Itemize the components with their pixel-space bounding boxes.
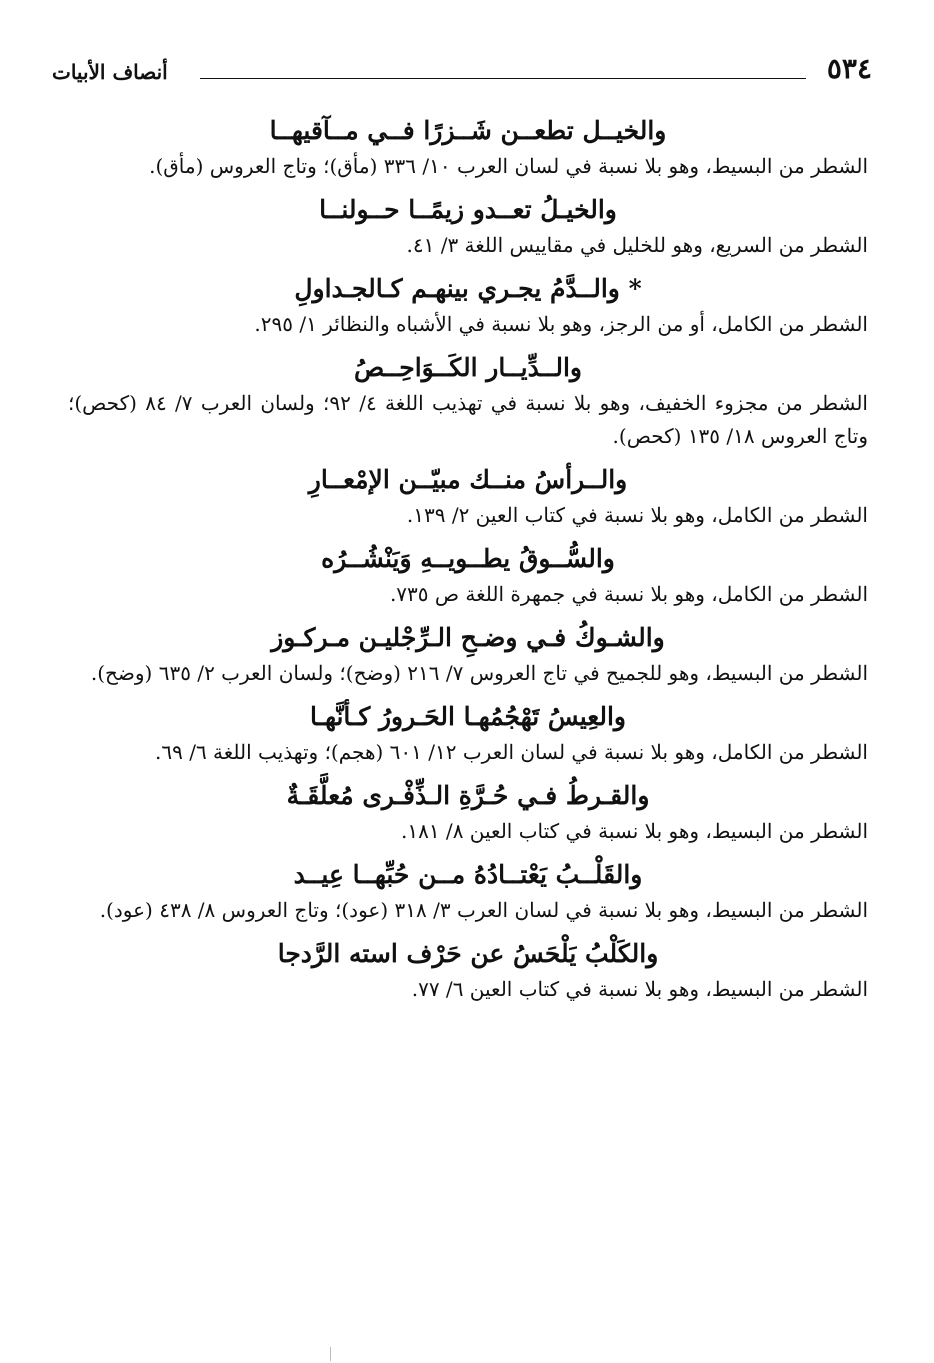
running-title: أنصاف الأبيات [52, 60, 168, 84]
verse-line: والخيـلُ تعــدو زيمًــا حــولنــا [319, 195, 617, 224]
verse-line: والعِيسُ تَهْجُمُهـا الحَـرورُ كـأنَّهـا [310, 702, 626, 731]
entry [68, 544, 868, 611]
source-note: الشطر من الكامل، أو من الرجز، وهو بلا نسبة في الأشباه والنظائر ١/ ٢٩٥. [254, 312, 868, 336]
verse-line: والخيــل تطعــن شَــزرًا فــي مــآقيهــا [269, 116, 667, 145]
entry [68, 116, 868, 183]
entry [68, 781, 868, 848]
entry [68, 195, 868, 262]
source-note: الشطر من مجزوء الخفيف، وهو بلا نسبة في تهذيب اللغة ٤/ ٩٢؛ ولسان العرب ٧/ ٨٤ (كحص)؛ وتاج العروس ١٨/ ١٣٥ (كحص). [68, 391, 868, 448]
scan-mark [330, 1347, 337, 1361]
header-rule [200, 78, 806, 79]
source-note: الشطر من البسيط، وهو بلا نسبة في كتاب العين ٦/ ٧٧. [411, 977, 868, 1001]
source-note: الشطر من الكامل، وهو بلا نسبة في كتاب العين ٢/ ١٣٩. [406, 503, 868, 527]
verse-line: والــرأسُ منــك مبيّــن الإمْعــارِ [308, 465, 628, 494]
verse-line: * والــدَّمُ يجـري بينهـم كـالجـداولِ [294, 274, 642, 303]
verse-line: والــدِّيــار الكَــوَاحِــصُ [353, 353, 582, 382]
entry [68, 860, 868, 927]
source-note: الشطر من البسيط، وهو بلا نسبة في كتاب العين ٨/ ١٨١. [400, 819, 868, 843]
entry [68, 939, 868, 1006]
verse-line: والقـرطُ فـي حُـرَّةِ الـذِّفْـرى مُعلَّقَـةٌ [286, 781, 650, 810]
entry [68, 623, 868, 690]
page-number: ٥٣٤ [826, 52, 872, 85]
verse-line: والشـوكُ فـي وضـحِ الـرِّجْليـن مـركـوز [271, 623, 665, 652]
source-note: الشطر من الكامل، وهو بلا نسبة في جمهرة اللغة ص ٧٣٥. [389, 582, 868, 606]
verse-line: والسُّــوقُ يطــويــهِ وَيَنْشُــرُه [321, 544, 615, 573]
source-note: الشطر من الكامل، وهو بلا نسبة في لسان العرب ١٢/ ٦٠١ (هجم)؛ وتهذيب اللغة ٦/ ٦٩. [155, 740, 868, 764]
entry [68, 702, 868, 769]
source-note: الشطر من البسيط، وهو بلا نسبة في لسان العرب ١٠/ ٣٣٦ (مأق)؛ وتاج العروس (مأق). [149, 154, 868, 178]
entry [68, 274, 868, 341]
verse-line: والقَلْــبُ يَعْتــادُهُ مــن حُبِّهــا عِيــد [293, 860, 643, 889]
source-note: الشطر من البسيط، وهو للجميح في تاج العروس ٧/ ٢١٦ (وضح)؛ ولسان العرب ٢/ ٦٣٥ (وضح). [90, 661, 868, 685]
entry [68, 465, 868, 532]
source-note: الشطر من البسيط، وهو بلا نسبة في لسان العرب ٣/ ٣١٨ (عود)؛ وتاج العروس ٨/ ٤٣٨ (عود). [99, 898, 868, 922]
page-body [68, 108, 868, 1018]
source-note: الشطر من السريع، وهو للخليل في مقاييس اللغة ٣/ ٤١. [406, 233, 868, 257]
verse-line: والكَلْبُ يَلْحَسُ عن حَرْف استه الرَّدجا [277, 939, 659, 968]
page-header [52, 52, 872, 92]
entry [68, 353, 868, 453]
